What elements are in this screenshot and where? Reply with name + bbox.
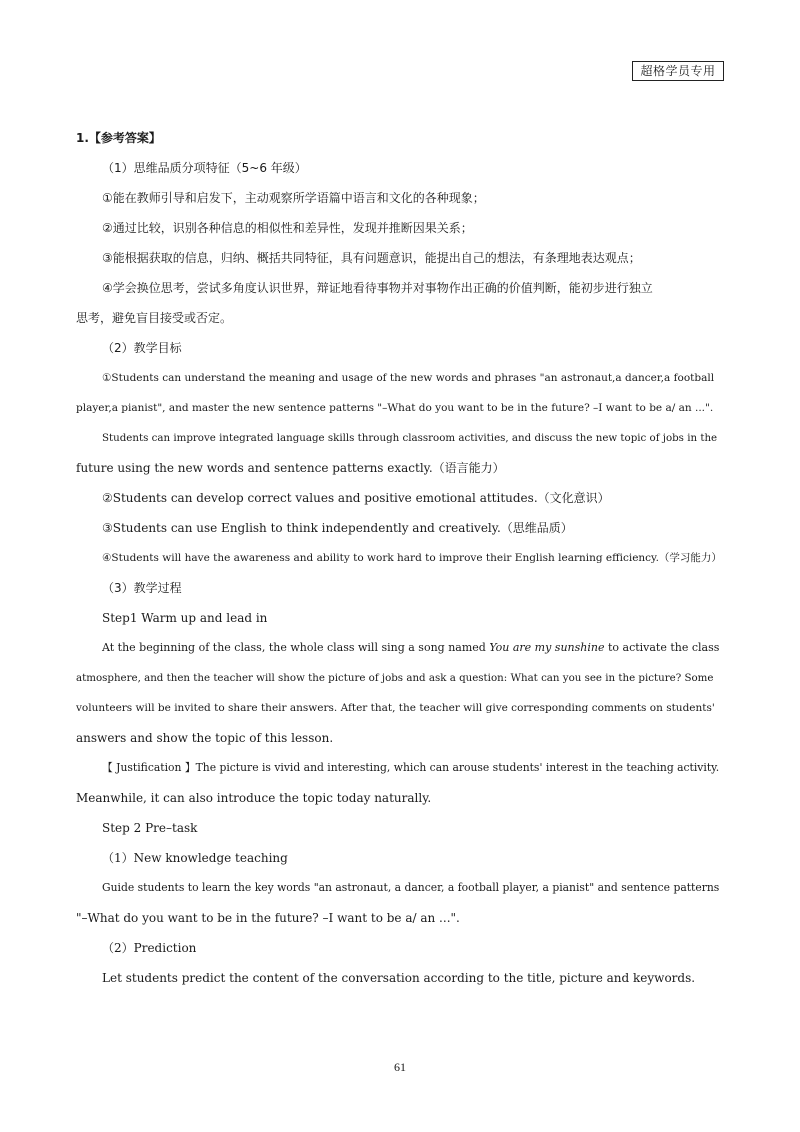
section1-item-1: ①能在教师引导和启发下，主动观察所学语篇中语言和文化的各种现象； [102,191,485,205]
step2-sub2-line-1: Let students predict the content of the conversation according to the title, picture and keywords. [102,971,696,985]
answer-title: 1.【参考答案】 [76,131,161,145]
goal-3: ③Students can use English to think independently and creatively.（思维品质） [102,521,573,535]
document-body [76,123,725,993]
goal-1-line-2: player,a pianist", and master the new sentence patterns "–What do you want to be in the future? –I want to be a/ an ...". [76,402,714,414]
justification-line-2: Meanwhile, it can also introduce the topic today naturally. [76,791,432,805]
section1-item-3: ③能根据获取的信息，归纳、概括共同特征，具有问题意识，能提出自己的想法，有条理地表达观点； [102,251,641,265]
section1-item-4: ④学会换位思考，尝试多角度认识世界，辩证地看待事物并对事物作出正确的价值判断，能初步进行独立 [102,281,653,295]
section1-item-2: ②通过比较，识别各种信息的相似性和差异性，发现并推断因果关系； [102,221,473,235]
step2-sub2-title: （2）Prediction [102,941,197,955]
step1-paragraph-line-3: volunteers will be invited to share their answers. After that, the teacher will give corresponding comments on students' [76,702,715,714]
goal-1-line-1: ①Students can understand the meaning and usage of the new words and phrases "an astronaut,a dancer,a football [102,372,715,384]
goal-1b-line-2: future using the new words and sentence patterns exactly.（语言能力） [76,461,505,475]
page-number: 61 [394,1060,406,1074]
justification-line-1: 【 Justification 】The picture is vivid and interesting, which can arouse students' interest in the teaching activity. [102,761,720,774]
step1-p1-a: At the beginning of the class, the whole class will sing a song named [102,641,490,654]
section1-item-4-continued: 思考，避免盲目接受或否定。 [76,311,233,325]
section2-title: （2）教学目标 [102,341,182,355]
student-exclusive-badge: 超格学员专用 [632,61,724,81]
step2-title: Step 2 Pre–task [102,821,198,835]
goal-4: ④Students will have the awareness and ability to work hard to improve their English learning efficiency.（学习能力） [102,552,722,564]
step1-paragraph-line-4: answers and show the topic of this lesson. [76,731,334,745]
step2-sub1-line-2: "–What do you want to be in the future? –I want to be a/ an ...". [76,911,460,925]
step1-paragraph-line-1 [76,633,725,663]
goal-1b-line-1: Students can improve integrated language skills through classroom activities, and discuss the new topic of jobs in the [102,432,718,444]
step2-sub1-title: （1）New knowledge teaching [102,851,288,865]
section1-title: （1）思维品质分项特征（5~6 年级） [102,161,307,175]
step1-title: Step1 Warm up and lead in [102,611,268,625]
goal-2: ②Students can develop correct values and positive emotional attitudes.（文化意识） [102,491,610,505]
step2-sub1-line-1: Guide students to learn the key words "an astronaut, a dancer, a football player, a pianist" and sentence patterns [102,881,720,894]
step1-paragraph-line-2: atmosphere, and then the teacher will show the picture of jobs and ask a question: What can you see in the picture? Some [76,672,714,684]
step1-p1-b: to activate the class [604,641,720,654]
song-title: You are my sunshine [489,641,605,654]
section3-title: （3）教学过程 [102,581,182,595]
